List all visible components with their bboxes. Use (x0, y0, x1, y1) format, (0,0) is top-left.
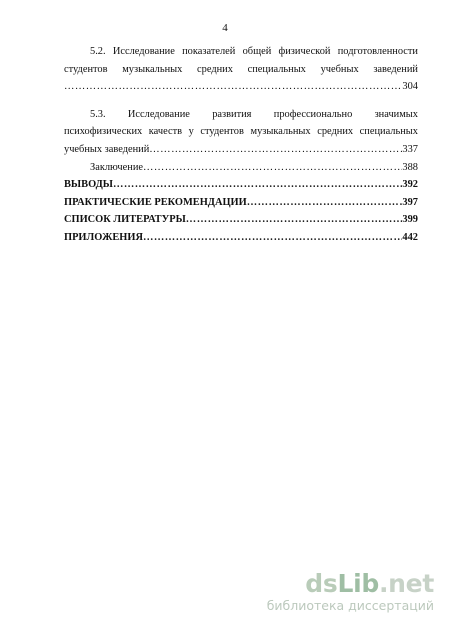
toc-page-number: 397 (402, 196, 418, 208)
toc-entry-label: ПРАКТИЧЕСКИЕ РЕКОМЕНДАЦИИ (64, 196, 247, 208)
toc-page-number: 442 (402, 231, 418, 243)
toc-page-number: 337 (402, 143, 418, 155)
watermark-subtitle: библиотека диссертаций (266, 598, 434, 613)
toc-entry-references[interactable] (64, 211, 418, 229)
toc-entry-label: ВЫВОДЫ (64, 179, 113, 191)
toc-entry-label: СПИСОК ЛИТЕРАТУРЫ (64, 214, 186, 226)
toc-entry-5-3-line-1: 5.3. Исследование развития профессионально значимых (90, 108, 418, 120)
toc-entry-label: ПРИЛОЖЕНИЯ (64, 231, 143, 243)
dot-leader (143, 159, 402, 177)
toc-entry-5-2-line-1: 5.2. Исследование показателей общей физической подготовленности (90, 46, 418, 57)
table-of-contents (64, 43, 418, 247)
dot-leader (186, 211, 403, 229)
toc-page-number: 388 (402, 161, 418, 173)
dot-leader (64, 78, 402, 96)
toc-entry-recommendations[interactable] (64, 194, 418, 212)
dot-leader (149, 141, 402, 159)
toc-entry-5-2-line-2: студентов музыкальных средних специальных учебных заведений (64, 63, 418, 75)
toc-page-number: 399 (402, 214, 418, 226)
toc-entry-label: учебных заведений (64, 143, 150, 155)
toc-entry-label: Заключение (90, 161, 143, 173)
dot-leader (113, 176, 402, 194)
toc-entry-appendices[interactable] (64, 229, 418, 247)
toc-entry-conclusion[interactable] (64, 159, 418, 177)
toc-entry-findings[interactable] (64, 176, 418, 194)
dslib-logo: dsLib.net (305, 569, 434, 598)
toc-entry-5-2-leader (64, 78, 418, 96)
page-number: 4 (222, 22, 228, 34)
toc-page-number: 392 (402, 179, 418, 191)
toc-entry-5-3[interactable] (64, 106, 418, 159)
toc-page-number: 304 (402, 81, 418, 93)
dot-leader (143, 229, 402, 247)
dot-leader (247, 194, 403, 212)
toc-entry-5-3-line-2: психофизических качеств у студентов музыкальных средних специальных (64, 126, 418, 138)
dslib-watermark (267, 571, 434, 614)
toc-entry-5-2[interactable] (64, 43, 418, 96)
toc-entry-5-3-leader (64, 141, 418, 159)
